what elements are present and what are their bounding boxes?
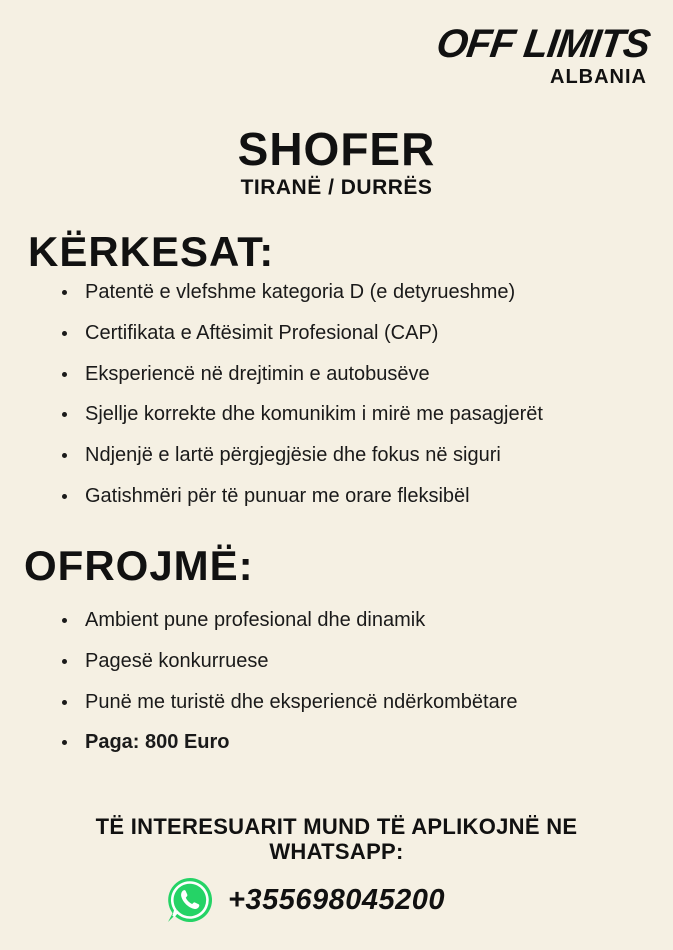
list-item: Sjellje korrekte dhe komunikim i mirë me pasagjerët	[60, 402, 543, 443]
list-item: Ambient pune profesional dhe dinamik	[60, 608, 517, 649]
list-item: Gatishmëri për të punuar me orare fleksibël	[60, 484, 543, 525]
list-item: Patentë e vlefshme kategoria D (e detyrueshme)	[60, 280, 543, 321]
requirements-heading: KËRKESAT:	[28, 228, 275, 275]
list-item: Ndjenjë e lartë përgjegjësie dhe fokus në siguri	[60, 443, 543, 484]
call-to-action	[0, 814, 673, 864]
list-item: Pagesë konkurruese	[60, 649, 517, 690]
brand-name: OFF LIMITS	[433, 22, 653, 66]
brand-logo	[329, 22, 653, 89]
list-item: Eksperiencë në drejtimin e autobusëve	[60, 362, 543, 403]
salary-item: Paga: 800 Euro	[60, 730, 517, 771]
job-location: TIRANË / DURRËS	[240, 176, 433, 199]
cta-line-1: TË INTERESUARIT MUND TË APLIKOJNË NE	[95, 814, 578, 839]
list-item: Punë me turistë dhe eksperiencë ndërkombëtare	[60, 690, 517, 731]
requirements-list	[60, 280, 543, 525]
offers-list	[60, 608, 517, 771]
list-item: Certifikata e Aftësimit Profesional (CAP)	[60, 321, 543, 362]
cta-line-2: WHATSAPP:	[269, 839, 404, 864]
job-title: SHOFER	[237, 123, 436, 175]
offers-heading: OFROJMË:	[24, 542, 254, 589]
brand-region: ALBANIA	[550, 66, 647, 88]
whatsapp-icon	[164, 874, 216, 926]
whatsapp-contact[interactable]	[164, 872, 445, 928]
phone-number[interactable]: +355698045200	[228, 883, 445, 916]
